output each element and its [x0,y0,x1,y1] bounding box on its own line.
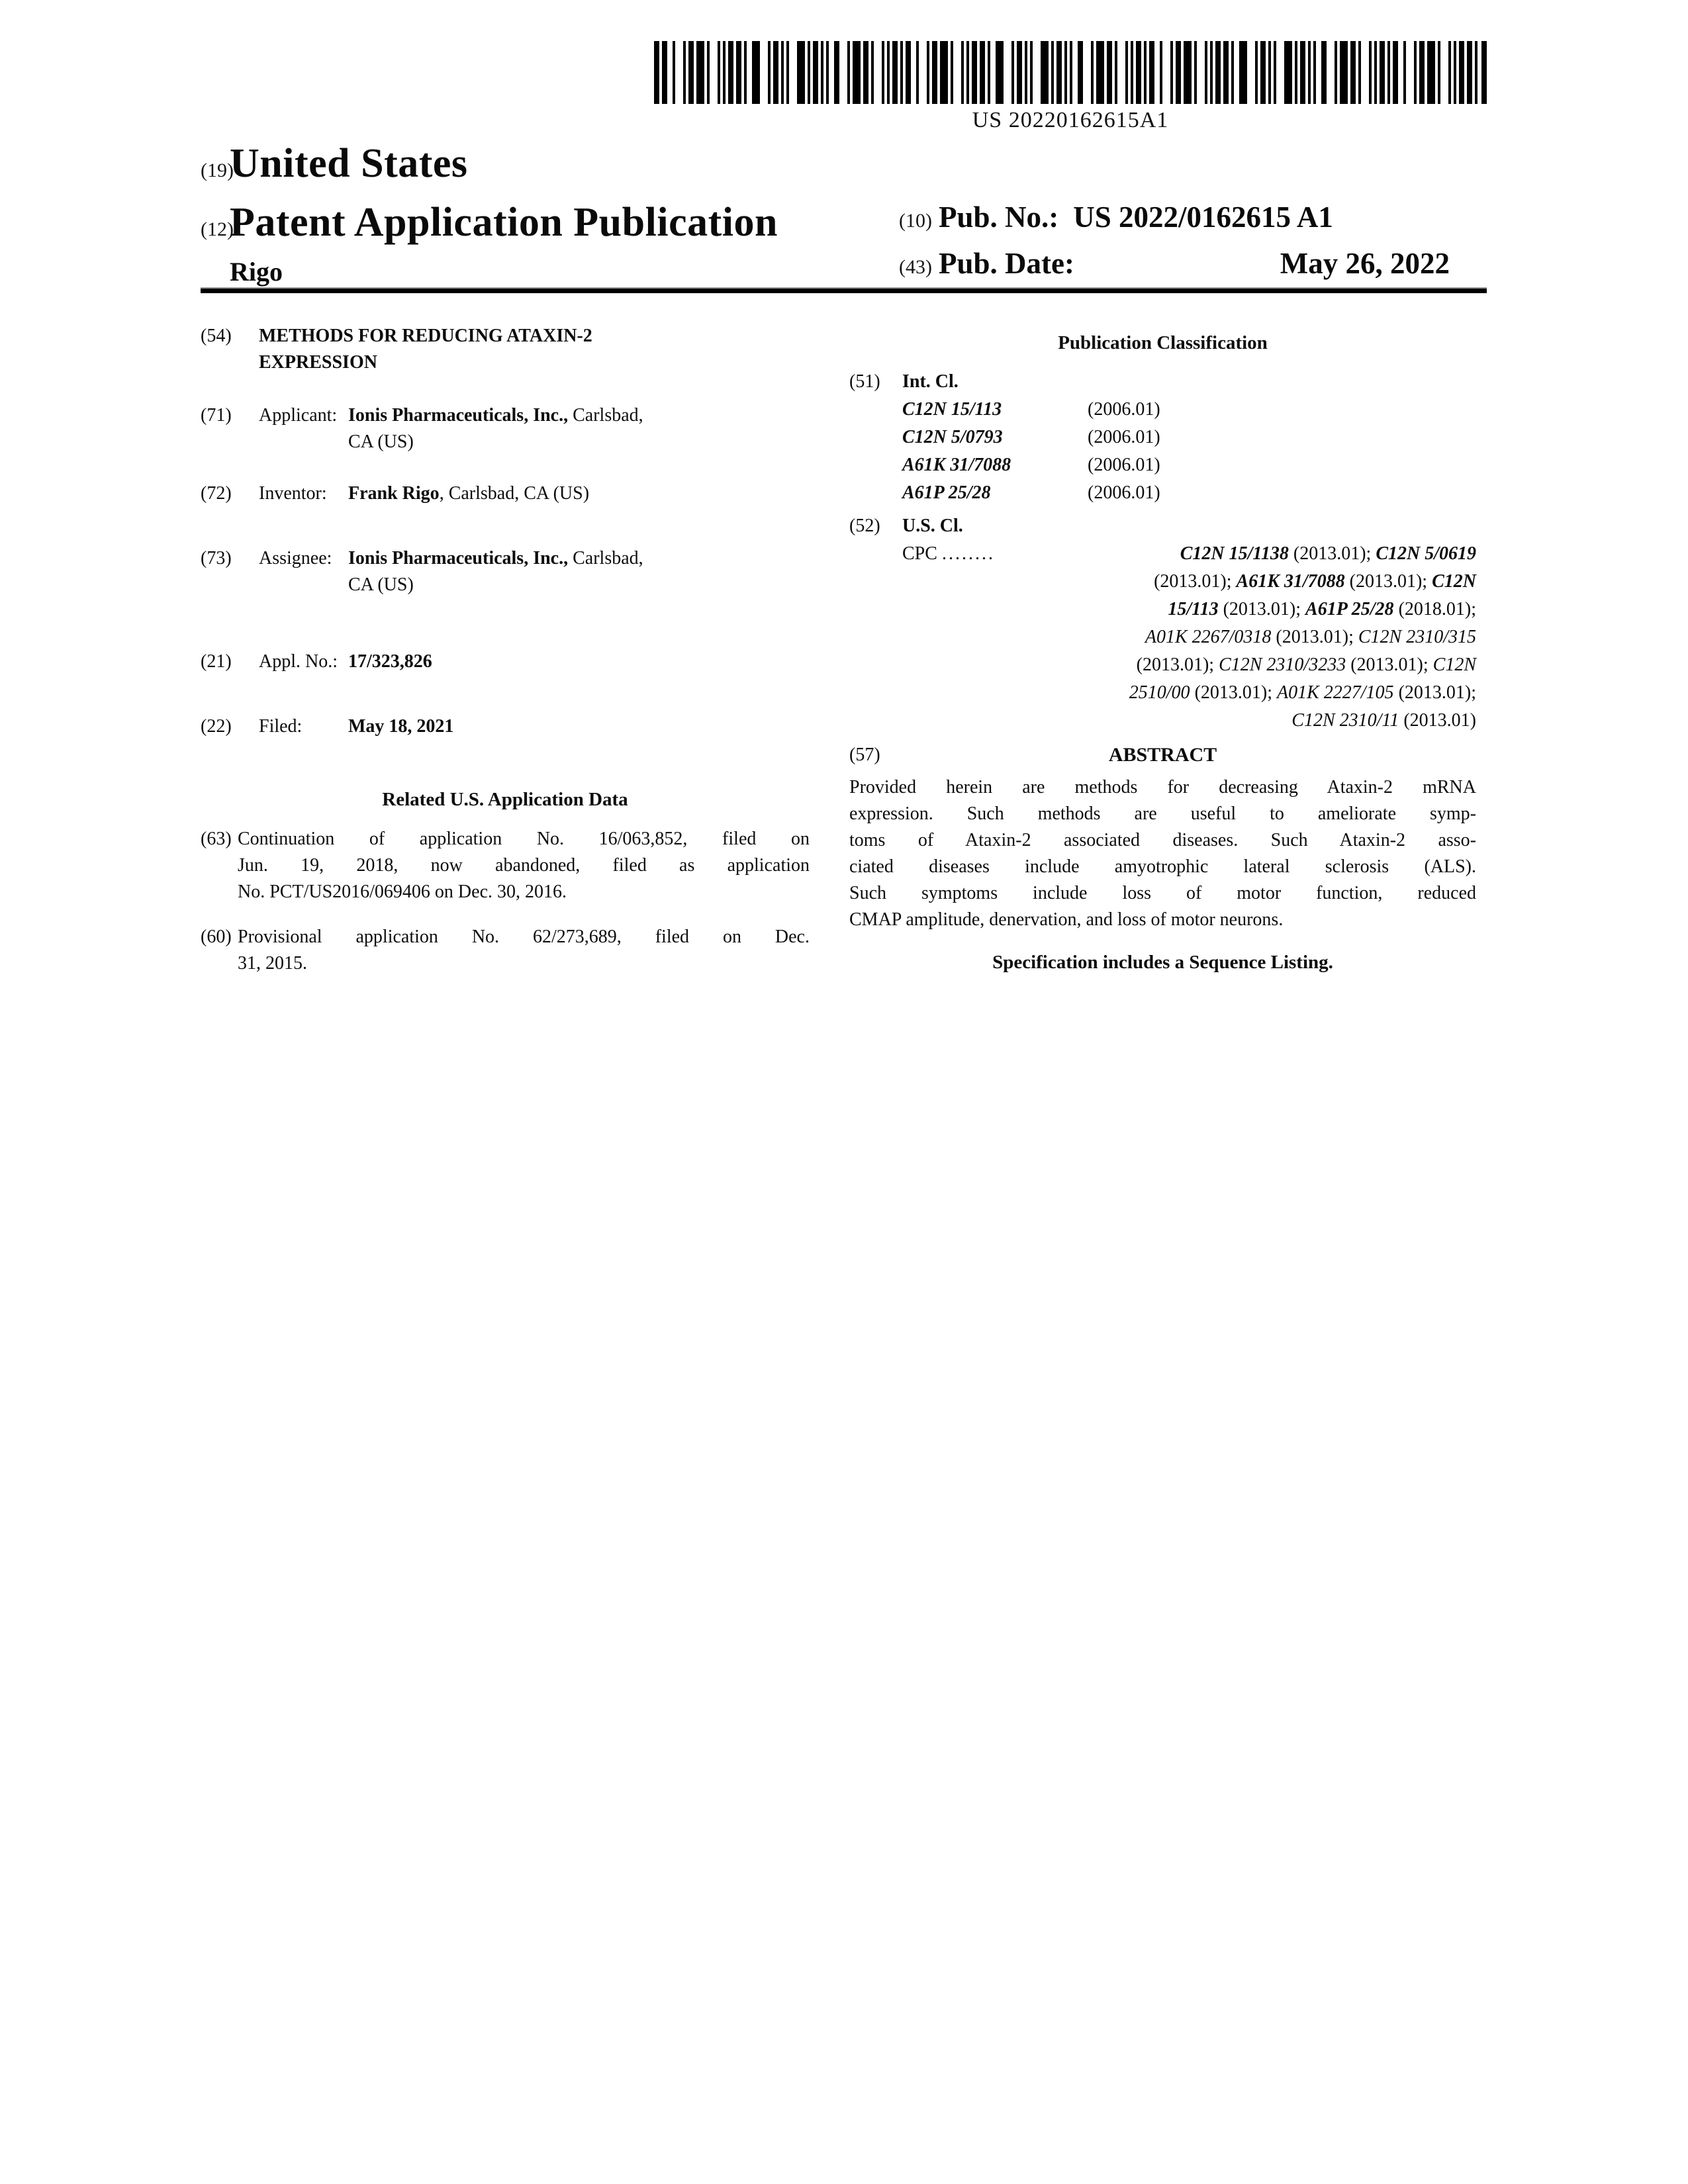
field-73-code: (73) [201,548,232,569]
field-57-code: (57) [849,745,880,765]
title-entry [201,323,810,376]
cpc-dotted-leader: ........ [941,543,995,564]
applicant-value [348,402,810,455]
text-line: expression. Such methods are useful to ameliorate symp- [849,803,1476,824]
assignee-label: Assignee: [259,548,332,569]
appl-no-label: Appl. No.: [259,651,338,672]
field-10-code: (10) [899,210,932,232]
country-line [201,138,778,197]
assignee-entry [201,545,810,598]
barcode [654,41,1487,133]
inventor-label: Inventor: [259,483,327,504]
abstract-heading-row [849,741,1476,769]
text-line: Provisional application No. 62/273,689, filed on Dec. [238,927,810,947]
inventor-value [348,480,810,507]
field-21-code: (21) [201,651,232,672]
pub-no-value: US 2022/0162615 A1 [1073,201,1333,234]
int-cl-label: Int. Cl. [902,371,959,392]
int-cl-table [902,396,1476,507]
int-cl-row [902,424,1476,451]
field-22-code: (22) [201,716,232,737]
continuation-entry [201,826,810,905]
sequence-listing-note: Specification includes a Sequence Listing. [992,952,1333,973]
text-line: Such symptoms include loss of motor function, reduced [849,883,1476,903]
classification-heading: Publication Classification [1058,332,1268,353]
field-51-code: (51) [849,371,880,392]
appl-no-value [348,649,810,675]
invention-title [259,323,592,376]
text-line: Continuation of application No. 16/063,852, filed on [238,829,810,849]
text-line: EXPRESSION [259,352,377,373]
filed-entry [201,713,810,740]
provisional-text [238,924,810,977]
text-line: CMAP amplitude, denervation, and loss of motor neurons. [849,909,1284,930]
inventor-surname: Rigo [230,257,283,287]
text-line: Provided herein are methods for decreasing Ataxin-2 mRNA [849,777,1476,797]
text-line: May 18, 2021 [348,716,454,737]
text-line: toms of Ataxin-2 associated diseases. Such Ataxin-2 asso- [849,830,1476,850]
header-right [899,196,1450,289]
text-line: Ionis Pharmaceuticals, Inc., Carlsbad, [348,548,643,569]
country-name: United States [230,141,468,186]
text-line: (2013.01); A61K 31/7088 (2013.01); C12N [1154,571,1476,592]
pub-no-label: Pub. No.: [939,201,1059,234]
cpc-block [902,540,1476,735]
text-line: ciated diseases include amyotrophic lateral sclerosis (ALS). [849,856,1476,877]
text-line: Frank Rigo, Carlsbad, CA (US) [348,483,590,504]
int-cl-row [902,396,1476,424]
int-cl-class-code: C12N 15/113 [902,399,1002,420]
text-line: METHODS FOR REDUCING ATAXIN-2 [259,326,592,346]
text-line: (2013.01); C12N 2310/3233 (2013.01); C12N [1136,655,1476,675]
field-12-code: (12) [201,218,234,240]
int-cl-row [902,479,1476,507]
int-cl-entry [849,368,1476,396]
pub-date-line [899,242,1450,289]
pub-date-label: Pub. Date: [939,247,1074,280]
text-line: C12N 2310/11 (2013.01) [1291,710,1476,731]
text-line: Jun. 19, 2018, now abandoned, filed as application [238,855,810,876]
barcode-number: US 20220162615A1 [972,108,1169,132]
int-cl-class-code: C12N 5/0793 [902,427,1003,447]
text-line: CA (US) [348,574,414,595]
filed-label: Filed: [259,716,303,737]
pub-date-value: May 26, 2022 [1280,247,1450,280]
bibliographic-column [201,323,810,977]
text-line: Ionis Pharmaceuticals, Inc., Carlsbad, [348,405,643,426]
field-52-code: (52) [849,516,880,536]
field-72-code: (72) [201,483,232,504]
cpc-first-line [902,540,1476,568]
appl-no-entry [201,649,810,675]
us-cl-entry [849,512,1476,540]
text-line: 15/113 (2013.01); A61P 25/28 (2018.01); [1168,599,1476,619]
document-kind: Patent Application Publication [230,200,778,245]
field-19-code: (19) [201,159,234,181]
cpc-continuation-lines [902,568,1476,735]
text-line: No. PCT/US2016/069406 on Dec. 30, 2016. [238,882,567,902]
int-cl-row [902,451,1476,479]
barcode-bars-icon [654,41,1487,104]
cpc-label: CPC [902,543,937,564]
filed-value [348,713,810,740]
header-divider [201,287,1487,293]
us-cl-label: U.S. Cl. [902,516,963,536]
int-cl-class-code: A61K 31/7088 [902,455,1011,475]
provisional-entry [201,924,810,977]
inventor-entry [201,480,810,507]
text-line: 31, 2015. [238,953,307,974]
field-54-code: (54) [201,326,232,346]
classification-column [849,330,1476,976]
cpc-label-and-leader [902,540,995,568]
int-cl-class-code: A61P 25/28 [902,482,991,503]
assignee-value [348,545,810,598]
field-43-code: (43) [899,256,932,278]
pub-no-line [899,196,1450,242]
pub-date-left [899,242,1074,289]
field-71-code: (71) [201,405,232,426]
applicant-label: Applicant: [259,405,338,426]
int-cl-version: (2006.01) [1088,482,1160,503]
abstract-heading: ABSTRACT [1108,744,1217,766]
text-line: 17/323,826 [348,651,432,672]
abstract-text [849,774,1476,933]
text-line: A01K 2267/0318 (2013.01); C12N 2310/315 [1145,627,1476,647]
continuation-text [238,826,810,905]
field-63-code: (63) [201,829,232,849]
text-line: 2510/00 (2013.01); A01K 2227/105 (2013.01); [1129,682,1476,703]
header-left [201,138,778,287]
int-cl-version: (2006.01) [1088,427,1160,447]
document-kind-line [201,197,778,255]
int-cl-version: (2006.01) [1088,399,1160,420]
related-data-heading: Related U.S. Application Data [382,789,628,810]
field-60-code: (60) [201,927,232,947]
cpc-first-line-text: C12N 15/1138 (2013.01); C12N 5/0619 [1180,543,1476,564]
applicant-entry [201,402,810,455]
text-line: CA (US) [348,432,414,452]
int-cl-version: (2006.01) [1088,455,1160,475]
